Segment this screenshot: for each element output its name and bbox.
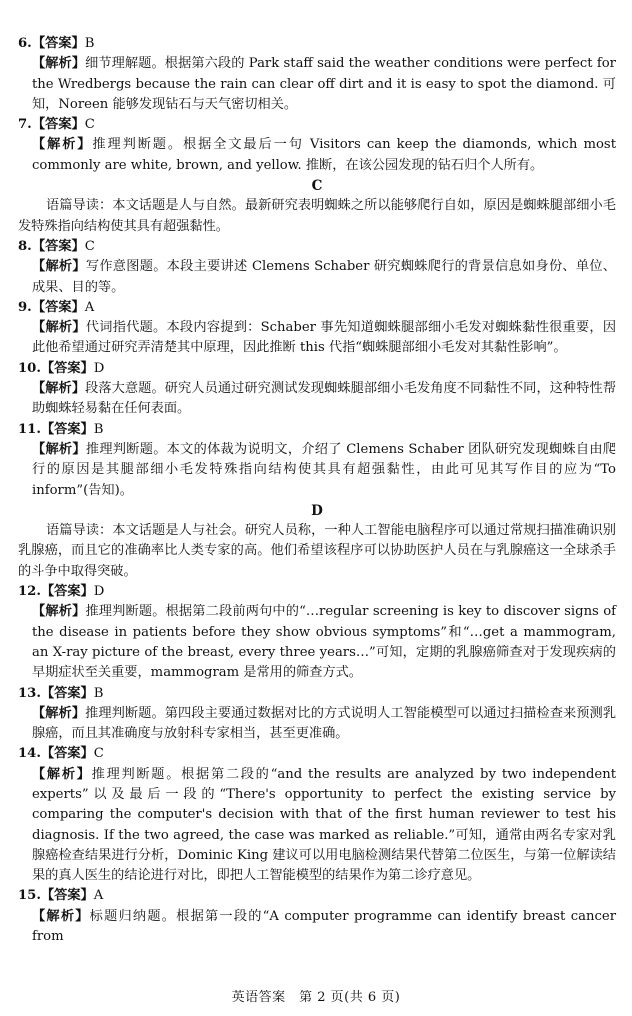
- analysis-text: 段落大意题。研究人员通过研究测试发现蜘蛛腿部细小毛发角度不同黏性不同，这种特性帮助蜘蛛轻易黏在任何表面。: [32, 381, 617, 417]
- answer-letter: C: [84, 238, 95, 254]
- answer-letter: C: [84, 117, 95, 133]
- answer-tag: 【答案】: [40, 685, 94, 701]
- analysis-tag: 【解析】: [32, 137, 93, 153]
- answer-tag: 【答案】: [32, 238, 85, 254]
- analysis-paragraph: [32, 318, 616, 359]
- analysis-paragraph: [32, 257, 616, 298]
- analysis-tag: 【解析】: [32, 320, 86, 336]
- page-footer: 英语答案 第 2 页(共 6 页): [231, 990, 401, 1005]
- answer-letter: B: [84, 36, 95, 51]
- answer-tag: 【答案】: [40, 584, 94, 600]
- question-line: [18, 34, 616, 54]
- question-line: [18, 237, 616, 257]
- question-line: [18, 298, 616, 318]
- section-c-guide: 语篇导读：本文话题是人与自然。最新研究表明蜘蛛之所以能够爬行自如，原因是蜘蛛腿部细小毛发特殊指向结构使其具有超强黏性。: [18, 198, 616, 234]
- answer-letter: B: [93, 685, 104, 701]
- analysis-tag: 【解析】: [32, 604, 86, 620]
- answer-item-q14: [18, 744, 616, 886]
- analysis-tag: 【解析】: [32, 259, 86, 275]
- answer-tag: 【答案】: [40, 421, 94, 437]
- answer-letter: C: [93, 746, 104, 762]
- answer-item-q12: [18, 582, 616, 683]
- analysis-tag: 【解析】: [32, 441, 86, 457]
- answer-tag: 【答案】: [40, 360, 94, 376]
- answer-letter: A: [84, 299, 95, 315]
- analysis-tag: 【解析】: [32, 766, 92, 782]
- question-line: [18, 359, 616, 379]
- analysis-paragraph: [32, 704, 616, 745]
- analysis-text: 推理判断题。根据第二段前两句中的“…regular screening is key to discover signs of the disease in patients before they show obvious symptoms”和“…get a mammogram, an X-ray picture of the breast, every three years…”可知，定期的乳腺癌筛查对于发现疾病的早期症状至关重要，mammogram 是常用的筛查方式。: [32, 604, 617, 681]
- question-number: 9.: [18, 299, 32, 315]
- section-heading-c: C: [311, 178, 323, 195]
- answer-item-q6: [18, 34, 616, 115]
- answer-item-q11: [18, 420, 616, 501]
- question-number: 12.: [18, 584, 41, 600]
- question-line: [18, 420, 616, 440]
- answer-letter: B: [93, 421, 104, 437]
- answer-item-q9: [18, 298, 616, 359]
- question-number: 15.: [18, 888, 41, 904]
- analysis-tag: 【解析】: [32, 56, 86, 72]
- answer-tag: 【答案】: [32, 299, 85, 315]
- analysis-paragraph: [32, 54, 616, 115]
- analysis-paragraph: [32, 135, 616, 176]
- analysis-text: 写作意图题。本段主要讲述 Clemens Schaber 研究蜘蛛爬行的背景信息如身份、单位、成果、目的等。: [32, 259, 616, 295]
- question-line: [18, 886, 616, 906]
- analysis-paragraph: [32, 440, 616, 501]
- analysis-text: 细节理解题。根据第六段的 Park staff said the weather conditions were perfect for the Wredbergs because the rain can clear off dirt and it is easy to spot the diamond. 可知，Noreen 能够发现钻石与天气密切相关。: [32, 56, 616, 112]
- analysis-text: 推理判断题。本文的体裁为说明文，介绍了 Clemens Schaber 团队研究发现蜘蛛自由爬行的原因是其腿部细小毛发特殊指向结构使其具有超强黏性，由此可见其写作目的应为“To inform”(告知)。: [32, 441, 616, 498]
- question-line: [18, 744, 616, 764]
- question-line: [18, 684, 616, 704]
- answer-letter: D: [93, 360, 105, 376]
- question-number: 11.: [18, 421, 41, 437]
- answer-item-q10: [18, 359, 616, 420]
- answer-tag: 【答案】: [40, 888, 94, 904]
- question-line: [18, 582, 616, 602]
- question-number: 6.: [18, 36, 32, 51]
- answer-tag: 【答案】: [32, 117, 85, 133]
- analysis-text: 推理判断题。第四段主要通过数据对比的方式说明人工智能模型可以通过扫描检查来预测乳腺癌，而且其准确度与放射科专家相当，甚至更准确。: [32, 705, 617, 742]
- answer-item-q7: [18, 115, 616, 176]
- answer-tag: 【答案】: [32, 36, 85, 51]
- answer-tag: 【答案】: [40, 746, 94, 762]
- answer-key-page: [18, 34, 616, 947]
- analysis-paragraph: [32, 379, 616, 420]
- analysis-tag: 【解析】: [32, 381, 86, 397]
- section-d-guide: 语篇导读：本文话题是人与社会。研究人员称，一种人工智能电脑程序可以通过常规扫描准确识别乳腺癌，而且它的准确率比人类专家的高。他们希望该程序可以协助医护人员在与乳腺癌这一全球杀手的斗争中取得突破。: [18, 523, 616, 579]
- analysis-text: 代词指代题。本段内容提到：Schaber 事先知道蜘蛛腿部细小毛发对蜘蛛黏性很重要，因此他希望通过研究弄清楚其中原理，因此推断 this 代指“蜘蛛腿部细小毛发对其黏性影响”。: [32, 320, 617, 356]
- analysis-tag: 【解析】: [32, 908, 90, 924]
- answer-item-q13: [18, 684, 616, 745]
- analysis-paragraph: [32, 602, 616, 683]
- question-number: 7.: [18, 117, 32, 133]
- analysis-text: 标题归纳题。根据第一段的“A computer programme can identify breast cancer from: [32, 908, 616, 945]
- question-number: 13.: [18, 685, 41, 701]
- answer-item-q15: [18, 886, 616, 947]
- section-heading-d: D: [311, 502, 323, 519]
- question-line: [18, 115, 616, 135]
- analysis-tag: 【解析】: [32, 705, 86, 721]
- analysis-text: 推理判断题。根据第二段的“and the results are analyzed by two independent experts”以及最后一段的“There's opportunity to perfect the existing service by comparing the computer's decision with that of the first human reviewer to test his diagnosis. If the two agreed, the case was marked as reliable.”可知，通常由两名专家对乳腺癌检查结果进行分析，Dominic King 建议可以用电脑检测结果代替第二位医生，与第一位解读结果的真人医生的结论进行对比，即把人工智能模型的结果作为第二诊疗意见。: [32, 766, 617, 884]
- question-number: 10.: [18, 360, 41, 376]
- answer-item-q8: [18, 237, 616, 298]
- question-number: 8.: [18, 238, 32, 254]
- answer-letter: D: [93, 584, 105, 600]
- question-number: 14.: [18, 746, 41, 762]
- analysis-paragraph: [32, 765, 616, 887]
- analysis-paragraph: [32, 907, 616, 948]
- answer-letter: A: [93, 888, 104, 904]
- analysis-text: 推理判断题。根据全文最后一句 Visitors can keep the diamonds, which most commonly are white, brown, and yellow. 推断，在该公园发现的钻石归个人所有。: [32, 137, 616, 173]
